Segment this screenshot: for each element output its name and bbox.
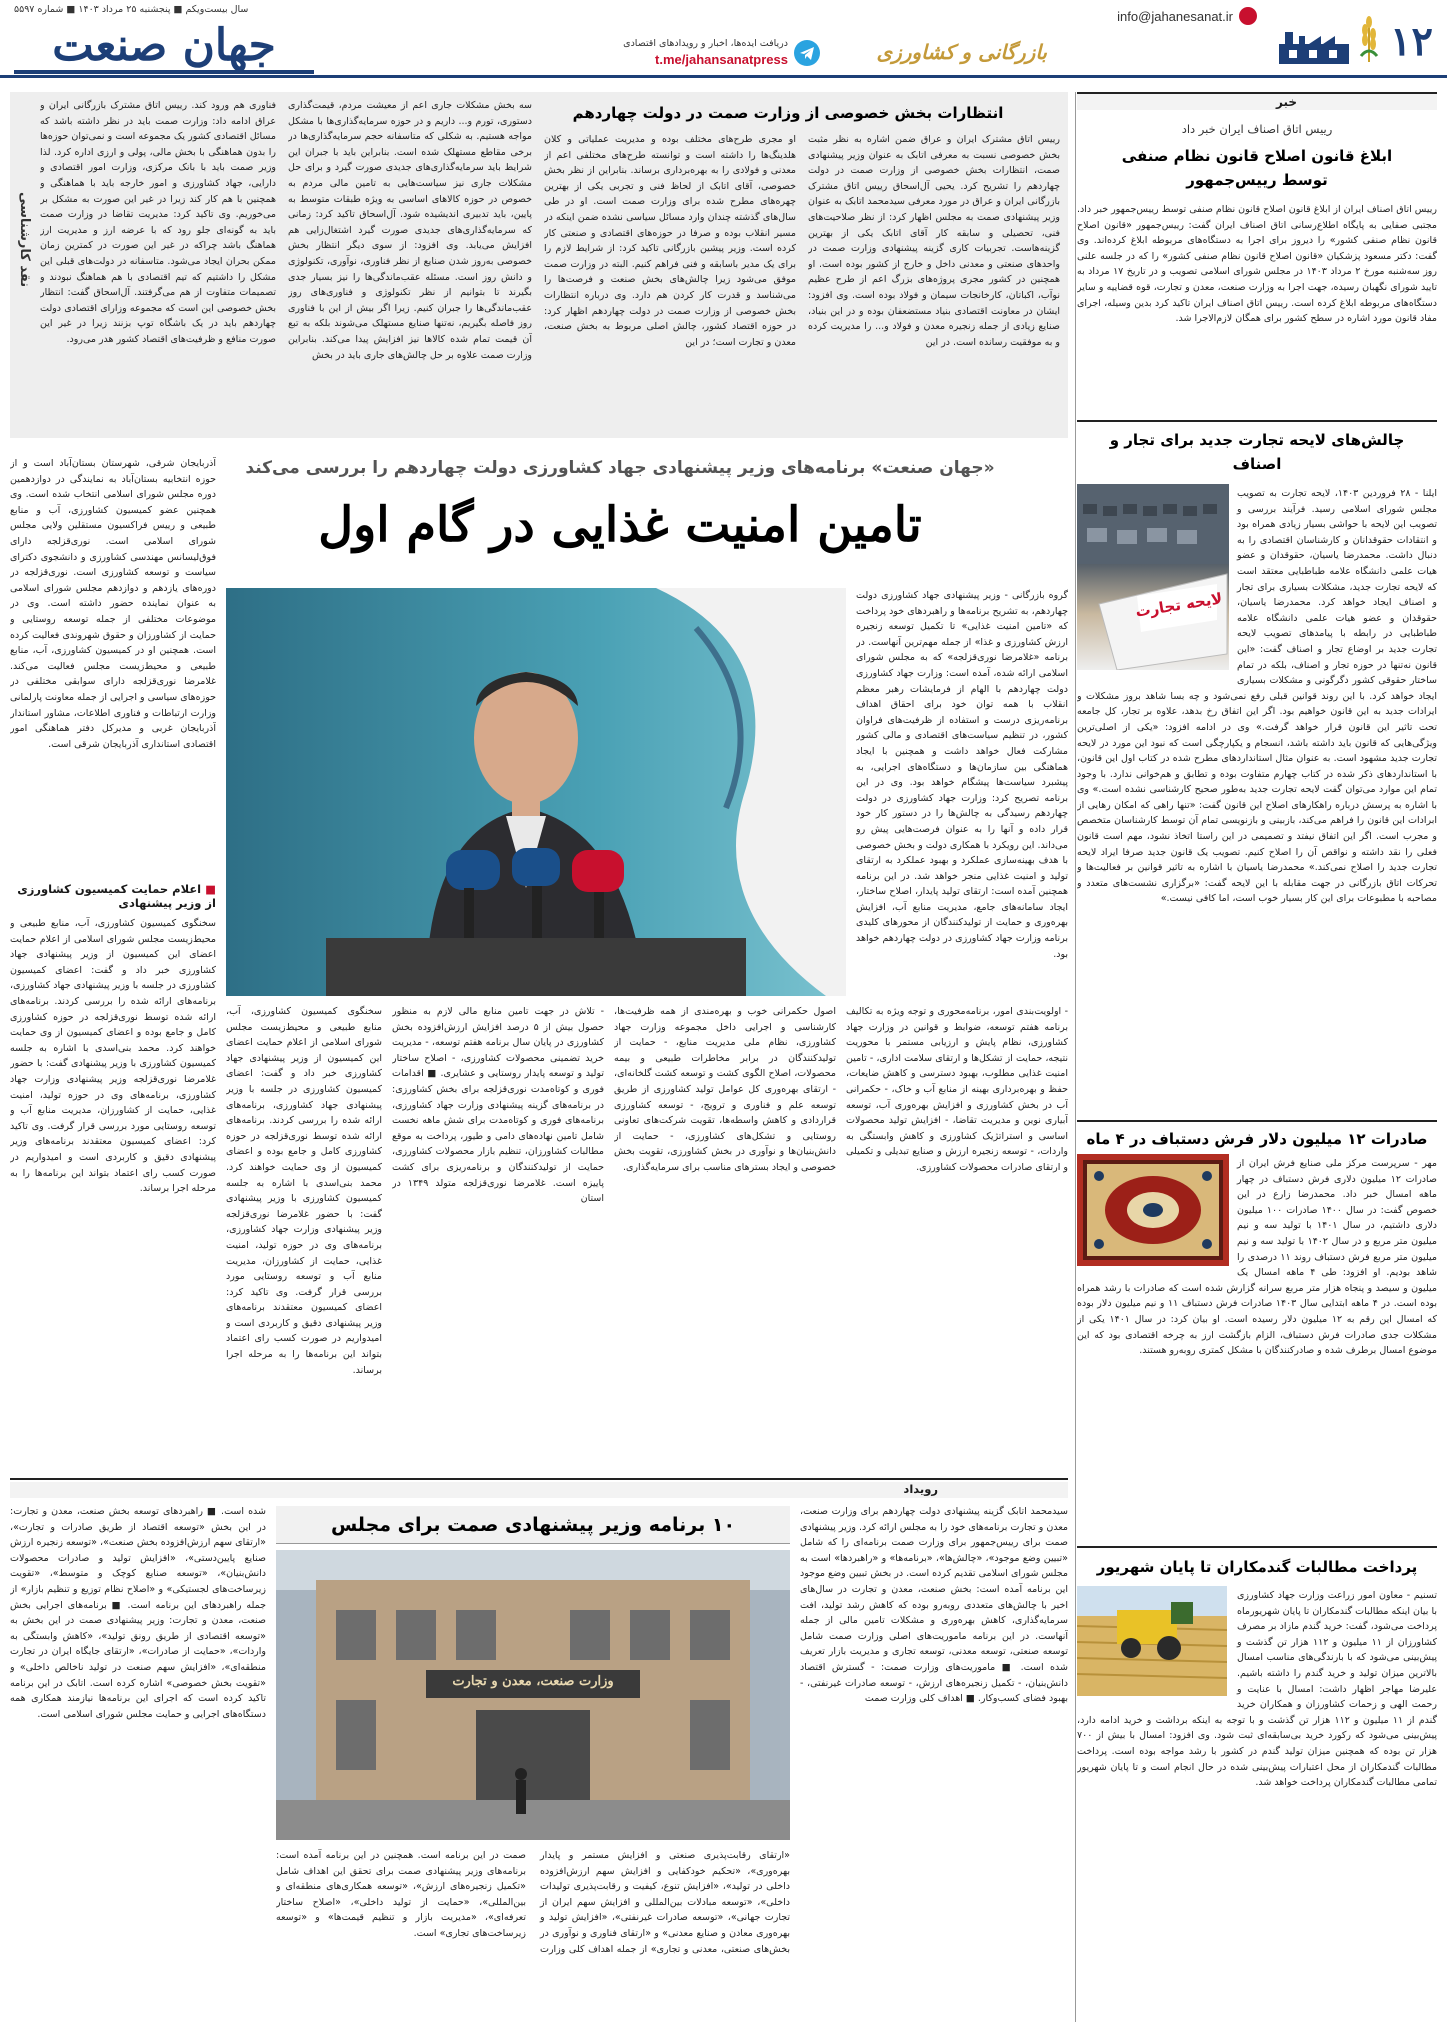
top-col-4: فناوری هم ورود کند. رییس اتاق مشترک بازرگانی ایران و عراق ادامه داد: وزارت صمت باید در نظر داشته باشد که مسائل اقتصادی کشور یک مجموعه است و نمی‌توان حوزه‌ها را بدون هماهنگی با بخش مالی، پولی و ارزی اداره کرد. لذا وزیر صمت باید با بانک مرکزی، وزارت امور اقتصادی و دارایی، جهاد کشاورزی و امور خارجه باید با هماهنگی و همچنین با هم کار کند زیرا در غیر این صورت به مشکل بر می‌خوریم. وی تاکید کرد: مدیریت تقاضا در وزارت صمت باید به گونه‌ای جلو رود که با عرضه ارز و مدیریت ارز هماهنگ باشد چراکه در غیر این صورت در کمترین زمان ممکن بحران ایجاد می‌شود. متاسفانه در دولت‌های قبلی این مشکل را داشتیم که تیم اقتصادی با هم هماهنگ نبودند و تصمیمات متفاوت از هم می‌گرفتند. آل‌اسحاق گفت: انتظار بخش خصوصی این است که مجموعه وزارای اقتصادی دولت چهاردهم باید در یک باشگاه توپ بزنند زیرا در غیر این صورت منافع و ظرفیت‌های اقتصاد کشور هدر می‌رود.	[40, 100, 276, 345]
main-col-left: آذربایجان شرقی، شهرستان بستان‌آباد است و از حوزه انتخابیه بستان‌آباد به نمایندگی در دوازدهمین دوره مجلس شورای اسلامی انتخاب شده است. وی همچنین عضو کمیسیون کشاورزی، آب و منابع طبیعی و رییس فراکسیون مستقلین ولایی مجلس شورای اسلامی است. نوری‌قزلجه دارای فوق‌لیسانس مهندسی کشاورزی و دانشجوی دکترای سیاست و توسعه کشاورزی است. نوری‌قزلجه در دوره‌های یازدهم و دوازدهم مجلس شورای اسلامی به عنوان نماینده حضور داشته است. وی در موضوعات مختلفی از جمله توسعه روستایی و حمایت از کشاورزان و حقوق شهروندی فعالیت کرده است. همچنین او در کمیسیون کشاورزی، آب، منابع طبیعی و محیط‌زیست مجلس فعالیت می‌کند. غلامرضا نوری‌قزلجه دارای سوابقی مختلفی در حوزه‌های سیاسی و اجرایی از جمله معاونت پارلمانی وزارت ارتباطات و فناوری اطلاعات، مشاور استاندار آذربایجان غربی و مدیرکل دفتر هماهنگی امور اقتصادی استانداری آذربایجان شرقی است.	[10, 458, 216, 750]
sidebar-divider	[1075, 92, 1076, 2022]
email-address[interactable]: info@jahanesanat.ir	[1117, 8, 1233, 24]
main-bottom-col-2: اصول حکمرانی خوب و بهره‌مندی از همه ظرفیت‌ها، کارشناسی و اجرایی داخل مجموعه وزارت جهاد کشاورزی، نظام ملی مدیریت منابع، - حمایت از تولیدکنندگان در برابر مخاطرات طبیعی و بیمه محصولات، اصلاح الگوی کشت و توسعه کشت گلخانه‌ای، - ارتقای بهره‌وری کل عوامل تولید کشاورزی از طریق توسعه علم و فناوری و ترویج، - توسعه کشاورزی قراردادی و کاهش واسطه‌ها، تقویت شرکت‌های تعاونی روستایی و تشکل‌های کشاورزی، - حمایت از دانش‌بنیان‌ها و نوآوری در بخش کشاورزی، تقویت بخش خصوصی و ایجاد بسترهای مناسب برای سرمایه‌گذاری.	[614, 1006, 836, 1173]
main-bottom-col-3: - تلاش در جهت تامین منابع مالی لازم به منظور حصول بیش از ۵ درصد افزایش ارزش‌افزوده بخش کشاورزی در پایان سال برنامه هفتم توسعه، - مدیریت خرید تضمینی محصولات کشاورزی، - اصلاح ساختار تولید و توسعه پایدار روستایی و عشایری. ■ اقدامات فوری و کوتاه‌مدت نوری‌قزلجه برای بخش کشاورزی: در برنامه‌های گزینه پیشنهادی وزارت جهاد کشاورزی، برنامه‌های فوری و کوتاه‌مدت برای شش ماهه نخست شامل تامین نهاده‌های دامی و طیور، پرداخت به موقع مطالبات کشاورزان، تنظیم بازار محصولات کشاورزی، حمایت از تولیدکنندگان و برنامه‌ریزی برای کشت پاییزه است. غلامرضا نوری‌قزلجه متولد ۱۳۴۹ در استان	[392, 1006, 604, 1205]
sidebar-news	[1077, 92, 1437, 2022]
masthead-logo: جهان صنعت	[14, 18, 314, 74]
article4-body: تسنیم - معاون امور زراعت وزارت جهاد کشاورزی با بیان اینکه مطالبات گندمکاران تا پایان شهریورماه پرداخت می‌شود، گفت: خرید گندم مازاد بر مصرف کشاورزان از ۱۱ میلیون و ۱۱۲ هزار تن گذشت و پیش‌بینی می‌شود که با بارندگی‌های مناسب امسال بالاترین میزان تولید و خرید گندم را داشته باشیم. علیرضا مهاجر اظهار داشت: امسال با عنایت و رحمت الهی و زحمات کشاورزان و همکاران خرید گندم از ۱۱ میلیون و ۱۱۲ هزار تن گذشت و با توجه به اینکه برداشت و خرید ادامه دارد، پیش‌بینی می‌شود که رکورد خرید بی‌سابقه‌ای ثبت شود. وی افزود: امسال با بیش از ۷۰۰ هزار تن بوده که همچنین میزان تولید گندم در کشور با رشد مواجه بوده است. پرداخت مطالبات گندمکاران از محل اعتبارات پیش‌بینی شده در حال انجام است و تا پایان شهریور تمامی مطالبات گندمکاران پرداخت خواهد شد.	[1077, 1590, 1437, 1789]
bottom-photo	[276, 1550, 790, 1840]
bottom-col-right: سیدمحمد اتابک گزینه پیشنهادی دولت چهاردهم برای وزارت صنعت، معدن و تجارت برنامه‌های خود را به مجلس ارائه کرد. وزیر پیشنهادی صمت برای رییس‌جمهور برای وزارت صمت برنامه‌ای را که شامل «تبیین وضع موجود»، «چالش‌ها»، «برنامه‌ها» و «راهبردها» است به مجلس شورای اسلامی تقدیم کرده است. در بخش تبیین وضع موجود این برنامه آمده است: بخش صنعت، معدن و تجارت در سال‌های اخیر با چالش‌های متعددی روبه‌رو بوده که کاهش رشد تولید، افت سرمایه‌گذاری، کاهش بهره‌وری و مشکلات تامین مالی از جمله آنهاست. در این برنامه ماموریت‌های اصلی وزارت صمت شامل توسعه صنعتی، توسعه معدنی، توسعه تجاری و مدیریت بازار تعریف شده است. ■ ماموریت‌های وزارت صمت: - گسترش اقتصاد دانش‌بنیان، - تکمیل زنجیره‌های ارزش، - توسعه صادرات غیرنفتی، - بهبود فضای کسب‌وکار. ■ اهداف کلی وزارت صمت	[800, 1506, 1068, 1705]
main-subheading-1-text: اعلام حمایت کمیسیون کشاورزی از وزیر پیشنهادی	[17, 882, 216, 910]
page-header	[0, 0, 1447, 78]
issue-info: سال بیست‌ویکم ■ پنجشنبه ۲۵ مرداد ۱۴۰۳ ■ شماره ۵۵۹۷	[14, 4, 249, 15]
telegram-link[interactable]: t.me/jahansanatpress	[655, 52, 788, 67]
sidebar-label-bar	[1077, 92, 1437, 110]
bottom-photo-label: وزارت صنعت، معدن و تجارت	[452, 1674, 614, 1689]
page-number: ۱۲	[1390, 18, 1433, 65]
bottom-section-label-bar	[10, 1482, 1068, 1498]
article3-body: مهر - سرپرست مرکز ملی صنایع فرش ایران از صادرات ۱۲ میلیون دلاری فرش دستباف در چهار ماهه امسال خبر داد. محمدرضا زارع در این خصوص گفت: در سال ۱۴۰۰ صادرات ۱۰۰ میلیون دلاری داشتیم، در سال ۱۴۰۱ با تولید سه و نیم میلیون متر مربع و در سال ۱۴۰۲ با تولید سه و نیم میلیون متر مربع فرش دستباف روند ۱۱ درصدی را شاهد بودیم. او افزود: طی ۴ ماهه امسال یک میلیون و سیصد و پنجاه هزار متر مربع سرانه گزارش شده است که صادرات با رشد همراه بوده است. در ۴ ماهه ابتدایی سال ۱۴۰۳ صادرات فرش دستباف ۱۱ و نیم میلیون دلار بوده که امسال این رقم به ۱۲ میلیون دلار رسیده است. او بیان کرد: در سال ۱۴۰۱ یکی از مشکلات جدی صادرات فرش دستباف، الزام بازگشت ارز به چرخه اقتصادی بود که این موضوع امسال برطرف شده و صادرکنندگان با مشکل کمتری روبه‌رو هستند.	[1077, 1158, 1437, 1357]
main-photo	[226, 588, 846, 996]
bottom-col-left: شده است. ■ راهبردهای توسعه بخش صنعت، معدن و تجارت: در این بخش «توسعه اقتصاد از طریق صادرات و تجارت»، «ارتقای سهم ارزش‌افزوده بخش صنعت»، «توسعه زنجیره ارزش صنایع پایین‌دستی»، «افزایش تولید و صادرات محصولات دانش‌بنیان»، «توسعه صنایع کوچک و متوسط»، «تقویت زیرساخت‌های لجستیکی» و «اصلاح نظام توزیع و تنظیم بازار» از جمله راهبردهای این برنامه است. ■ برنامه‌های اجرایی بخش صنعت، معدن و تجارت: وزیر پیشنهادی صمت در این بخش به «توسعه اقتصادی از طریق رونق تولید»، «کاهش وابستگی به واردات»، «حمایت از صادرات»، «ارتقای جایگاه ایران در تجارت منطقه‌ای»، «افزایش سهم صنعت در تولید ناخالص داخلی» و «تقویت بخش خصوصی» اشاره کرده است. اتابک در این برنامه تاکید کرده است که اجرای این برنامه‌ها نیازمند همکاری همه دستگاه‌های اجرایی و حمایت مجلس شورای اسلامی است.	[10, 1506, 266, 1720]
main-subheading-1: ■ اعلام حمایت کمیسیون کشاورزی از وزیر پیشنهادی	[17, 882, 216, 910]
article2-title: چالش‌های لایحه تجارت جدید برای تجار و اصناف	[1109, 431, 1405, 473]
top-article-title: انتظارات بخش خصوصی از وزارت صمت در دولت چهاردهم	[572, 104, 1004, 122]
column-label: نقد کارشناسی	[17, 192, 32, 288]
main-bottom-col-4: سخنگوی کمیسیون کشاورزی، آب، منابع طبیعی و محیط‌زیست مجلس شورای اسلامی از اعلام حمایت اعضای این کمیسیون از وزیر پیشنهادی جهاد کشاورزی خبر داد و گفت: اعضای کمیسیون کشاورزی در جلسه با وزیر پیشنهادی جهاد کشاورزی، برنامه‌های ارائه شده را بررسی کردند. برنامه‌های ارائه شده توسط نوری‌قزلجه در حوزه کشاورزی کامل و جامع بوده و اعضای کمیسیون از وی حمایت خواهند کرد. محمد بنی‌اسدی با اشاره به جلسه کمیسیون کشاورزی با وزیر پیشنهادی گفت: با حضور غلامرضا نوری‌قزلجه وزیر پیشنهادی وزارت جهاد کشاورزی، برنامه‌های وی در حوزه تولید، امنیت غذایی، حمایت از کشاورزان، مدیریت منابع آب و توسعه روستایی مورد بررسی قرار گرفت. وی تاکید کرد: اعضای کمیسیون معتقدند برنامه‌های وزیر پیشنهادی دقیق و کاربردی است و امیدواریم در صورت کسب رای اعتماد بتواند این برنامه‌ها را به مرحله اجرا برساند.	[226, 1006, 382, 1376]
article2-photo-label: لایحه تجارت	[1134, 589, 1224, 621]
article3-title: صادرات ۱۲ میلیون دلار فرش دستباف در ۴ ماه	[1086, 1130, 1428, 1148]
article1-body: رییس اتاق اصناف ایران از ابلاغ قانون اصلاح قانون نظام صنفی توسط رییس‌جمهور خبر داد. مجتبی صفایی به پایگاه اطلاع‌رسانی اتاق اصناف ایران گفت: رییس‌جمهور «قانون اصلاح قانون نظام صنفی کشور» را دیروز برای اجرا به دستگاه‌های مربوطه ابلاغ کرده‌اند. وی گفت: دکتر مسعود پزشکیان «قانون اصلاح قانون نظام صنفی کشور» را که در جلسه علنی روز سه‌شنبه مورخ ۲ مرداد ۱۴۰۳ در مجلس شورای اسلامی تصویب و در تاریخ ۱۷ مرداد به تایید شورای نگهبان رسیده، جهت اجرا به وزارت صنعت، معدن و تجارت، قوه قضاییه و سایر دستگاه‌های مربوطه ابلاغ کرده است. رییس اتاق اصناف ایران تاکید کرد بدین وسیله، اجرای مفاد قانون مورد اشاره در سطح کشور برای همگان لازم‌الاجرا شد.	[1077, 204, 1437, 325]
top-col-3: سه بخش مشکلات جاری اعم از معیشت مردم، قیمت‌گذاری دستوری، تورم و... داریم و در حوزه سرمایه‌گذاری‌ها با مشکل مواجه هستیم. به شکلی که متاسفانه حجم سرمایه‌گذاری‌ها در برخی مقاطع مستهلک شده است. بنابراین باید با جبران این شرایط باید سرمایه‌گذاری‌های جدیدی صورت گیرد و برای حل مشکلات جاری نیز سیاست‌هایی به تامین مالی مردم به خصوص در حوزه کالاهای اساسی به ویژه طبقات متوسط به پایین، باید تدبیری اندیشیده شود. آل‌اسحاق تاکید کرد: زمانی که سرمایه‌گذاری‌های جدیدی صورت گیرد اشتغال‌زایی هم افزایش می‌یابد. وی افزود: از سوی دیگر انتظار بخش خصوصی به‌روز شدن صنایع از نظر فناوری، نوآوری، تکنولوژی و دانش روز است. مسئله عقب‌ماندگی‌ها را نیز بسیار جدی بگیرند تا بتوانیم از نظر تکنولوژی و فناوری‌های روز عقب‌ماندگی‌ها را جبران کنیم. زیرا اگر بیش از این با فناوری روز فاصله بگیریم، نه‌تنها صنایع مستهلک می‌شوند بلکه به تبع آن قیمت تمام شده کالاها نیز افزایش پیدا می‌کند. بنابراین وزارت صمت علاوه بر حل چالش‌های جاری باید در بخش	[288, 100, 532, 361]
main-col-right: گروه بازرگانی - وزیر پیشنهادی جهاد کشاورزی دولت چهاردهم، به تشریح برنامه‌ها و راهبردهای خود پرداخت که «تامین امنیت غذایی» تا تکمیل توسعه زنجیره ارزش کشاورزی و غذا» از جمله مهم‌ترین آنهاست. در برنامه «غلامرضا نوری‌قزلجه» که به مجلس شورای اسلامی ارائه شده، آمده است: وزارت جهاد کشاورزی دولت چهاردهم با الهام از فرمایشات رهبر معظم انقلاب با همه توان خود برای احقاق اهداف برنامه‌ریزی درست و استفاده از ظرفیت‌های فراوان کشور، در تنظیم سیاست‌های اقتصادی و مالی کشور مشارکت فعال خواهد داشت و همچنین با ایجاد هماهنگی بین سازمان‌ها و دستگاه‌های اجرایی، به پیشبرد سیاست‌ها پیشگام خواهد بود. وی در این برنامه تصریح کرد: وزارت جهاد کشاورزی در دولت چهاردهم رسیدگی به چالش‌ها را در دستور کار خود قرار داده و آنها را به عنوان فرصت‌هایی پیش رو می‌داند. این رویکرد با همکاری دولت و بخش خصوصی با هدف بهینه‌سازی عملکرد و بهبود عملکرد به ارتقای تولید و امنیت غذایی منجر خواهد شد. در این برنامه همچنین آمده است: ارتقای تولید پایدار، اصلاح ساختار، ایجاد سامانه‌های جامع، مدیریت منابع آب، افزایش بهره‌وری و حمایت از تولیدکنندگان از محورهای کلیدی برنامه وزارت جهاد کشاورزی در دولت چهاردهم خواهد بود.	[856, 590, 1068, 960]
telegram-caption: دریافت ایده‌ها، اخبار و رویدادهای اقتصادی	[623, 38, 788, 49]
bottom-section-label: رویداد	[903, 1482, 938, 1496]
main-kicker: «جهان صنعت» برنامه‌های وزیر پیشنهادی جهاد کشاورزی دولت چهاردهم را بررسی می‌کند	[245, 458, 995, 478]
mail-icon	[1239, 7, 1257, 25]
divider	[1077, 1546, 1437, 1548]
top-col-1: رییس اتاق مشترک ایران و عراق ضمن اشاره به نظر مثبت بخش خصوصی نسبت به معرفی اتابک به عنوان وزیر پیشنهادی صمت، انتظارات بخش خصوصی از وزارت صمت در دولت چهاردهم را تشریح کرد. یحیی آل‌اسحاق رییس اتاق مشترک بازرگانی ایران و عراق در مورد معرفی سیدمحمد اتابک به عنوان وزیر پیشنهادی صمت به مجلس اظهار کرد: از نظر صلاحیت‌های فنی، تحصیلی و سابقه کار آقای اتابک یکی از بهترین گزینه‌هاست. تجربیات کاری گزینه پیشنهادی وزارت صمت در واحدهای صنعتی و معدنی داخل و خارج از کشور بوده است. او همچنین در کشور مجری پروژه‌های بزرگ اعم از طرح عظیم نوآب، اکباتان، کارخانجات سیمان و فولاد بوده است. وی افزود: ایشان در معاونت اقتصادی بنیاد مستضعفان بوده و در این بنیاد، صنایع زیادی از جمله زنجیره معدن و فولاد و... را مدیریت کرده و به موفقیت رسانده است. در این	[808, 134, 1060, 348]
wheat-icon	[1357, 16, 1381, 62]
telegram-icon	[794, 40, 820, 66]
sidebar-label: خبر	[1275, 95, 1297, 109]
main-col-left-2: سخنگوی کمیسیون کشاورزی، آب، منابع طبیعی و محیط‌زیست مجلس شورای اسلامی از اعلام حمایت اعضای این کمیسیون از وزیر پیشنهادی جهاد کشاورزی خبر داد و گفت: اعضای کمیسیون کشاورزی در جلسه با وزیر پیشنهادی جهاد کشاورزی، برنامه‌های ارائه شده را بررسی کردند. برنامه‌های ارائه شده توسط نوری‌قزلجه در حوزه کشاورزی کامل و جامع بوده و اعضای کمیسیون از وی حمایت خواهند کرد. محمد بنی‌اسدی با اشاره به جلسه کمیسیون کشاورزی با وزیر پیشنهادی گفت: با حضور غلامرضا نوری‌قزلجه وزیر پیشنهادی وزارت جهاد کشاورزی، برنامه‌های وی در حوزه تولید، امنیت غذایی، حمایت از کشاورزان، مدیریت منابع آب و توسعه روستایی مورد بررسی قرار گرفت. وی تاکید کرد: اعضای کمیسیون معتقدند برنامه‌های وزیر پیشنهادی دقیق و کاربردی است و امیدواریم در صورت کسب رای اعتماد بتواند این برنامه‌ها را به مرحله اجرا برساند.	[10, 918, 216, 1195]
article2-body: ایلنا - ۲۸ فروردین ۱۴۰۳، لایحه تجارت به تصویب مجلس شورای اسلامی رسید. فرآیند بررسی و تصویب این لایحه با حواشی بسیار زیادی همراه بود و انتقادات حقوقدانان و کارشناسان اقتصادی را به دنبال داشت. محمدرضا یاسیان، حقوقدان و عضو هیات علمی دانشگاه علامه طباطبایی معتقد است که لایحه تجارت جدید، مشکلات بسیاری برای تجار و اصناف ایجاد خواهد کرد. محمدرضا یاسیان، حقوقدان و عضو هیات علمی دانشگاه علامه طباطبایی در رابطه با پیامدهای تصویب لایحه تجارت جدید بر اوضاع تجار و اصناف گفت: «این قانون نه‌تنها در حوزه تجار و اصناف، بلکه در تمام ساختار حقوقی کشور دگرگونی و مشکلات بسیاری ایجاد خواهد کرد. با این روند قوانین قبلی رفع نمی‌شود و چه بسا شاهد بروز مشکلات و ایرادات جدید به این قانون خواهیم بود. اگر این اتفاق رخ بدهد، علاوه بر تجار، کل جامعه تحت تاثیر این قانون قرار خواهد گرفت.» وی در ادامه افزود: «یکی از اصلی‌ترین ویژگی‌هایی که قانون باید داشته باشد، انسجام و یکپارچگی است که نبود این مورد در لایحه تجارت جدید مشهود است. به عنوان مثال استانداردهای مطرح شده در کتاب اول این قانون، با استانداردهای ذکر شده در کتاب چهارم متفاوت بوده و تطابق و هم‌خوانی ندارد. با وجود تمام این موارد می‌توان گفت لایحه تجارت جدید به‌طور صحیح کارشناسی نشده است.» وی با اشاره به پرسش درباره راهکارهای اصلاح این قانون گفت: «تنها راهی که امکان رهایی از ابرادات این قانون را فراهم می‌کند، بازبینی و بازنویسی تمام آن توسط کارشناسان متخصص و مجرب است. اگر این اتفاق نیفتد و تصمیمی در این راستا اتخاذ نشود، مهم است قانون فعلی را نقد داشته و نواقص آن را اصلاح کنیم. تصویب یک قانون جدید صرفا ایراد لایحه تجارت جدید را اصلاح نمی‌کند.» محمدرضا یاسیان با اشاره به تاثیر قوانین بر فعالیت‌ها و تحرکات اتاق بازرگانی در جهت مقابله با این لایحه گفت: «برگزاری نشست‌های متعدد و مصاحبه با مطبوعات برای این کار بسیار خوب است، اما کافی نیست.»	[1077, 488, 1437, 905]
article4-title: پرداخت مطالبات گندمکاران تا پایان شهریور	[1096, 1558, 1418, 1576]
main-headline: تامین امنیت غذایی در گام اول	[318, 497, 922, 553]
section-name: بازرگانی و کشاورزی	[876, 40, 1047, 64]
industry-icon	[1279, 30, 1349, 64]
article1-title: ابلاغ قانون اصلاح قانون نظام صنفی توسط رییس‌جمهور	[1121, 147, 1393, 189]
bottom-section-rule	[10, 1478, 1068, 1480]
article1-kicker: رییس اتاق اصناف ایران خبر داد	[1181, 122, 1333, 136]
divider	[1077, 420, 1437, 422]
bottom-headline: ۱۰ برنامه وزیر پیشنهادی صمت برای مجلس	[330, 1514, 736, 1536]
divider	[1077, 1120, 1437, 1122]
page-number-block	[1273, 14, 1433, 70]
top-col-2: او مجری طرح‌های مختلف بوده و مدیریت عملیاتی و کلان هلدینگ‌ها را داشته است و توانسته طرح‌های مختلفی اعم از معدنی و فولادی را به بهره‌برداری برساند. بنابراین از نظر بخش خصوصی، آقای اتابک از لحاظ فنی و تجربی یکی از بهترین چهره‌های مطرح شده برای وزارت صمت است. او در طی سال‌های گذشته چندان وارد مسائل سیاسی نشده ضمن اینکه در مسیر انقلاب بوده و صرفا در حوزه‌های اقتصادی و صنعتی کار کرده است. وزیر پیشین بازرگانی تاکید کرد: از شرایط لازم را برای یک مدیر باسابقه و فنی فراهم کنیم. البته در وزارت صمت موفق می‌شود زیرا چالش‌های بخش صنعت و فرصت‌ها را می‌شناسد و قدرت کار کردن هم دارد. وی درباره انتظارات بخش خصوصی از وزارت صمت در دولت چهاردهم اظهار کرد: در حوزه اقتصاد کشور، چالش اصلی مربوط به بخش صنعت، معدن و تجارت است؛ در این	[544, 134, 796, 348]
telegram-block	[580, 34, 820, 74]
bottom-headline-bar	[276, 1506, 790, 1544]
bottom-col-mid: «ارتقای رقابت‌پذیری صنعتی و افزایش مستمر و پایدار بهره‌وری»، «تحکیم خودکفایی و افزایش سهم ارزش‌افزوده داخلی در تولید»، «افزایش تنوع، کیفیت و رقابت‌پذیری تولیدات داخلی»، «توسعه مبادلات بین‌المللی و افزایش سهم ایران از تجارت جهانی»، «توسعه صادرات غیرنفتی»، «افزایش تولید و بهره‌وری معادن و صنایع معدنی» و «ارتقای فناوری و نوآوری در بخش‌های صنعتی، معدنی و تجاری» از جمله اهداف کلی وزارت صمت در این برنامه است. همچنین در این برنامه آمده است: برنامه‌های وزیر پیشنهادی صمت برای تحقق این اهداف شامل «تکمیل زنجیره‌های ارزش»، «توسعه همکاری‌های منطقه‌ای و بین‌المللی»، «حمایت از تولید داخلی»، «اصلاح ساختار تعرفه‌ای»، «مدیریت بازار و تنظیم قیمت‌ها» و «توسعه زیرساخت‌های تجاری» است.	[276, 1850, 790, 1955]
top-article-box	[10, 92, 1068, 438]
email-block	[1117, 6, 1257, 26]
main-bottom-col-1: - اولویت‌بندی امور، برنامه‌محوری و توجه ویژه به تکالیف برنامه هفتم توسعه، ضوابط و قوانین در وزارت جهاد کشاورزی، نظام پایش و ارزیابی مستمر با محوریت نتیجه، حمایت از تشکل‌ها و ارتقای سلامت اداری، - تامین امنیت غذایی مطلوب، بهبود دسترسی و کاهش ضایعات، حفظ و بهره‌برداری بهینه از منابع آب و خاک، - حکمرانی آب در بخش کشاورزی و افزایش بهره‌وری آب، توسعه آبیاری نوین و مدیریت تقاضا، - افزایش تولید محصولات اساسی و استراتژیک کشاورزی و کاهش وابستگی به واردات، - توسعه زنجیره ارزش و صنایع تبدیلی و تکمیلی و ارتقای صادرات محصولات کشاورزی.	[846, 1006, 1068, 1173]
